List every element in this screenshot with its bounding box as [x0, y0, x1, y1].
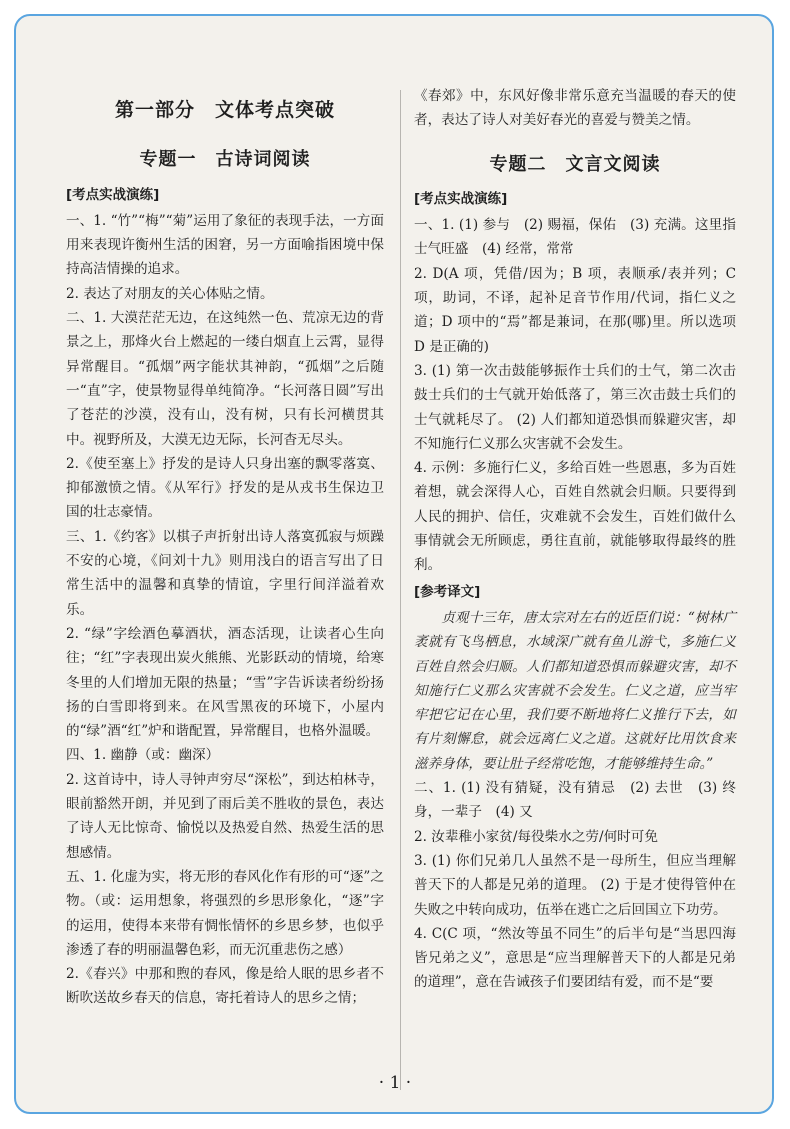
answer-paragraph: 2. 汝辈稚小家贫/每役柴水之劳/何时可免 — [414, 828, 658, 845]
answer-paragraph: 二、1. 大漠茫茫无边，在这纯然一色、荒凉无边的背景之上，那烽火台上燃起的一缕白烟直上云霄，显得异常醒目。“孤烟”两字能状其神韵，“孤烟”之后随一“直”字，使景物显得单纯简净。“长河落日圆”写出了苍茫的沙漠，没有山，没有树，只有长河横贯其中。视野所及，大漠无边无际，长河杳无尽头。 — [66, 310, 384, 448]
answer-paragraph: 3. (1) 你们兄弟几人虽然不是一母所生，但应当理解普天下的人都是兄弟的道理。 (2) 于是才使得管仲在失败之中转向成功，伍举在逃亡之后回国立下功劳。 — [414, 852, 736, 918]
topic-title-poetry: 专题一 古诗词阅读 — [139, 149, 311, 171]
reference-translation-tag: [参考译文] — [414, 583, 481, 600]
answer-paragraph: 3. (1) 第一次击鼓能够振作士兵们的士气，第二次击鼓士兵们的士气就开始低落了，第三次击鼓士兵们的士气就耗尽了。 (2) 人们都知道恐惧而躲避灾害，却不知施行仁义那么灾害就不会发生。 — [414, 362, 736, 452]
left-column — [66, 84, 384, 1011]
answer-paragraph: 4. 示例：多施行仁义，多给百姓一些恩惠，多为百姓着想，就会深得人心，百姓自然就会归顺。只要得到人民的拥护、信任，灾难就不会发生，百姓们做什么事情就会无所顾虑，勇往直前，就能够取得最终的胜利。 — [414, 460, 736, 574]
answer-paragraph: 四、1. 幽静（或：幽深） — [66, 747, 220, 764]
answer-paragraph: 2. D(A 项，凭借/因为；B 项，表顺承/表并列；C 项，助词，不译，起补足音节作用/代词，指仁义之道；D 项中的“焉”都是兼词，在那(哪)里。所以选项 D 是正确的) — [414, 265, 736, 355]
answer-paragraph: 一、1. (1) 参与 (2) 赐福，保佑 (3) 充满。这里指士气旺盛 (4) 经常，常常 — [414, 217, 736, 258]
page-frame — [14, 14, 774, 1114]
carry-over-paragraph: 《春郊》中，东风好像非常乐意充当温暖的春天的使者，表达了诗人对美好春光的喜爱与赞美之情。 — [414, 88, 736, 129]
answer-paragraph: 2.《使至塞上》抒发的是诗人只身出塞的飘零落寞、抑郁激愤之情。《从军行》抒发的是从戎书生保边卫国的壮志豪情。 — [66, 455, 384, 521]
answer-paragraph: 2. 表达了对朋友的关心体贴之情。 — [66, 285, 274, 302]
part-title: 第一部分 文体考点突破 — [114, 99, 335, 121]
reference-translation: 贞观十三年，唐太宗对左右的近臣们说：“树林广袤就有飞鸟栖息，水域深广就有鱼儿游弋，多施仁义百姓自然会归顺。人们都知道恐惧而躲避灾害，却不知施行仁义那么灾害就不会发生。仁义之道，应当牢牢把它记在心里，我们要不断地将仁义推行下去，如有片刻懈怠，就会远离仁义之道。这就好比用饮食来滋养身体，要让肚子经常吃饱，才能够维持生命。” — [414, 609, 736, 772]
section-tag: [考点实战演练] — [414, 190, 508, 207]
answer-paragraph: 2. “绿”字绘酒色摹酒状，酒态活现，让读者心生向往；“红”字表现出炭火熊熊、光影跃动的情境，给寒冬里的人们增加无限的热量；“雪”字告诉读者纷纷扬扬的白雪即将到来。在风雪黑夜的环境下，小屋内的“绿”酒“红”炉和谐配置，异常醒目，也格外温暖。 — [66, 625, 384, 740]
answer-paragraph: 五、1. 化虚为实，将无形的春风化作有形的可“逐”之物。（或：运用想象，将强烈的乡思形象化，“逐”字的运用，使得本来带有惆怅情怀的乡思乡梦，也似乎渗透了春的明丽温馨色彩，而无沉重悲伤之感） — [66, 868, 384, 958]
topic-title-classical: 专题二 文言文阅读 — [489, 153, 661, 175]
page-number: · 1 · — [378, 1073, 412, 1093]
section-tag: [考点实战演练] — [66, 186, 160, 203]
column-divider — [400, 90, 401, 1090]
answer-paragraph: 2. 这首诗中，诗人寻钟声穷尽“深松”，到达柏林寺，眼前豁然开朗，并见到了雨后美不胜收的景色，表达了诗人无比惊奇、愉悦以及热爱自然、热爱生活的思想感情。 — [66, 771, 384, 861]
right-column — [414, 84, 736, 995]
answer-paragraph: 一、1. “竹”“梅”“菊”运用了象征的表现手法，一方面用来表现许衡州生活的困窘，另一方面喻指困境中保持高洁情操的追求。 — [66, 212, 384, 278]
answer-paragraph: 2.《春兴》中那和煦的春风，像是给人眠的思乡者不断吹送故乡春天的信息，寄托着诗人的思乡之情； — [66, 966, 384, 1007]
answer-paragraph: 4. C(C 项，“然汝等虽不同生”的后半句是“当思四海皆兄弟之义”，意思是“应当理解普天下的人都是兄弟的道理”，意在告诫孩子们要团结有爱，而不是“要 — [414, 925, 736, 991]
answer-paragraph: 三、1.《约客》以棋子声折射出诗人落寞孤寂与烦躁不安的心境，《问刘十九》则用浅白的语言写出了日常生活中的温馨和真挚的情谊，字里行间洋溢着欢乐。 — [66, 528, 384, 618]
answer-paragraph: 二、1. (1) 没有猜疑，没有猜忌 (2) 去世 (3) 终身，一辈子 (4) 又 — [414, 780, 736, 821]
